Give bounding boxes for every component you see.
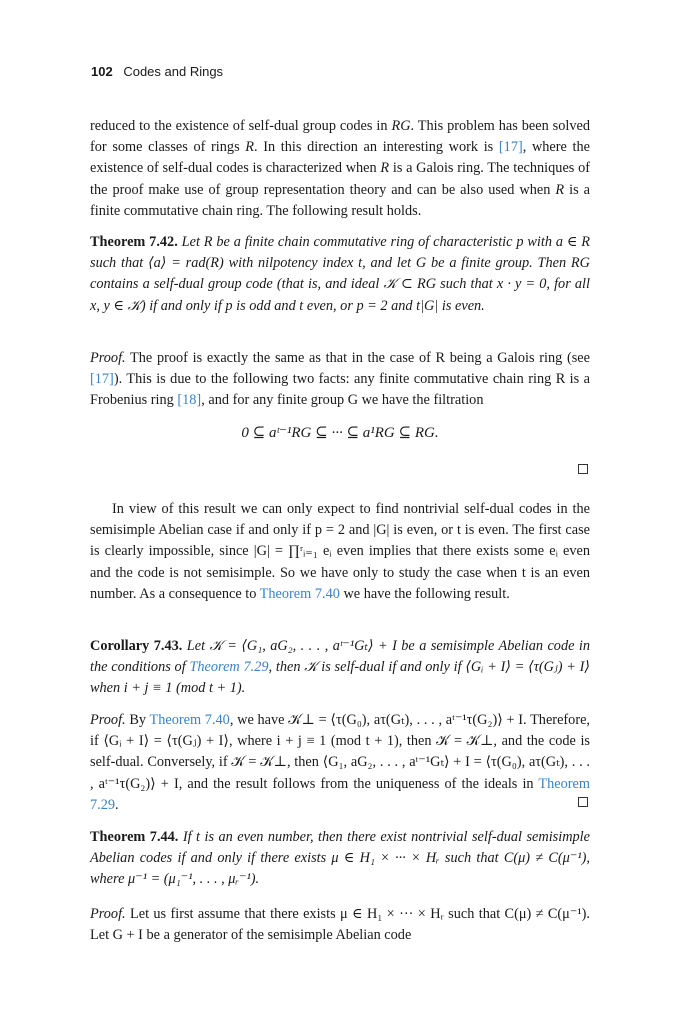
proof-label: Proof.: [90, 350, 126, 366]
running-title: Codes and Rings: [123, 64, 224, 79]
theorem-label: Theorem 7.44.: [90, 829, 179, 845]
corollary-7-43: Corollary 7.43. Let 𝒦 = ⟨G₁, aG₂, . . . , aᵗ⁻¹Gₜ⟩ + I be a semisimple Abelian code in the conditions of Theorem 7.29, then 𝒦 is self-dual if and only if ⟨Gᵢ + I⟩ = ⟨τ(Gⱼ) + I⟩ when i + j ≡ 1 (mod t + 1).: [90, 638, 590, 697]
theorem-link[interactable]: Theorem 7.29: [189, 659, 269, 676]
corollary-label: Corollary 7.43.: [90, 638, 183, 654]
proof-corollary-7-43: Proof. By Theorem 7.40, we have 𝒦⊥ = ⟨τ(G₀), aτ(Gₜ), . . . , aᵗ⁻¹τ(G₂)⟩ + I. Therefore, if ⟨Gᵢ + I⟩ = ⟨τ(Gⱼ) + I⟩, where i + j ≡ 1 (mod t + 1), then 𝒦 = 𝒦⊥, and the code is self-dual. Conversely, if 𝒦 = 𝒦⊥, then ⟨G₁, aG₂, . . . , aᵗ⁻¹Gₜ⟩ + I = ⟨τ(G₀), aτ(Gₜ), . . . , aᵗ⁻¹τ(G₂)⟩ + I, and the result follows from the uniqueness of the ideals in Theorem 7.29.: [90, 712, 591, 813]
running-header: [91, 64, 223, 79]
proof-theorem-7-44: Proof. Let us first assume that there exists μ ∈ H₁ × ··· × Hᵣ such that C(μ) ≠ C(μ⁻¹). Let G + I be a generator of the semisimple Abelian code: [90, 906, 590, 944]
citation-link[interactable]: [17]: [498, 139, 523, 156]
theorem-link[interactable]: Theorem 7.40: [149, 712, 230, 728]
theorem-link[interactable]: Theorem 7.40: [259, 585, 340, 602]
proof-label: Proof.: [90, 906, 126, 922]
qed-square-icon: [578, 797, 588, 807]
filtration-formula: 0 ⊆ aᵗ⁻¹RG ⊆ ··· ⊆ a¹RG ⊆ RG.: [241, 425, 439, 441]
theorem-body: Let R be a finite chain commutative ring of characteristic p with a ∈ R such that ⟨a⟩ = rad(R) with nilpotency index t, and let G be a finite group. Then RG contains a self-dual group code (that is, and ideal 𝒦 ⊂ RG such that x · y = 0, for all x, y ∈ 𝒦) if and only if p is odd and t even, or p = 2 and t|G| is even.: [90, 234, 591, 314]
paragraph-intro: reduced to the existence of self-dual group codes in RG. This problem has been solved for some classes of rings R. In this direction an interesting work is [17], where the existence of self-dual codes is characterized when R is a Galois ring. The techniques of the proof make use of group representation theory and can be also used when R is a finite commutative chain ring. The following result holds.: [90, 118, 591, 219]
citation-link[interactable]: [18]: [177, 392, 202, 409]
citation-link[interactable]: [17]: [90, 371, 114, 388]
theorem-7-42: [90, 232, 590, 317]
paragraph-semisimple: In view of this result we can only expect to find nontrivial self-dual codes in the semisimple Abelian case if and only if p = 2 and |G| is even, or t is even. The first case is clearly impossible, since |G| = ∏ʳᵢ₌₁ eᵢ even implies that there exists some eᵢ even and the code is not semisimple. So we have only to study the case when t is an even number. As a consequence to Theorem 7.40 we have the following result.: [90, 501, 590, 602]
page-number: 102: [91, 64, 113, 79]
theorem-7-44: [90, 827, 590, 891]
proof-theorem-7-42: Proof. The proof is exactly the same as that in the case of R being a Galois ring (see [17]). This is due to the following two facts: any finite commutative chain ring R is a Frobenius ring [18], and for any finite group G we have the filtration: [90, 350, 590, 409]
theorem-body: If t is an even number, then there exist nontrivial self-dual semisimple Abelian codes if and only if there exists μ ∈ H₁ × ··· × Hᵣ such that C(μ) ≠ C(μ⁻¹), where μ⁻¹ = (μ₁⁻¹, . . . , μᵣ⁻¹).: [90, 829, 590, 888]
proof-label: Proof.: [90, 712, 126, 728]
qed-square-icon: [578, 464, 588, 474]
theorem-link[interactable]: Theorem 7.29: [90, 775, 590, 813]
theorem-label: Theorem 7.42.: [90, 234, 178, 250]
